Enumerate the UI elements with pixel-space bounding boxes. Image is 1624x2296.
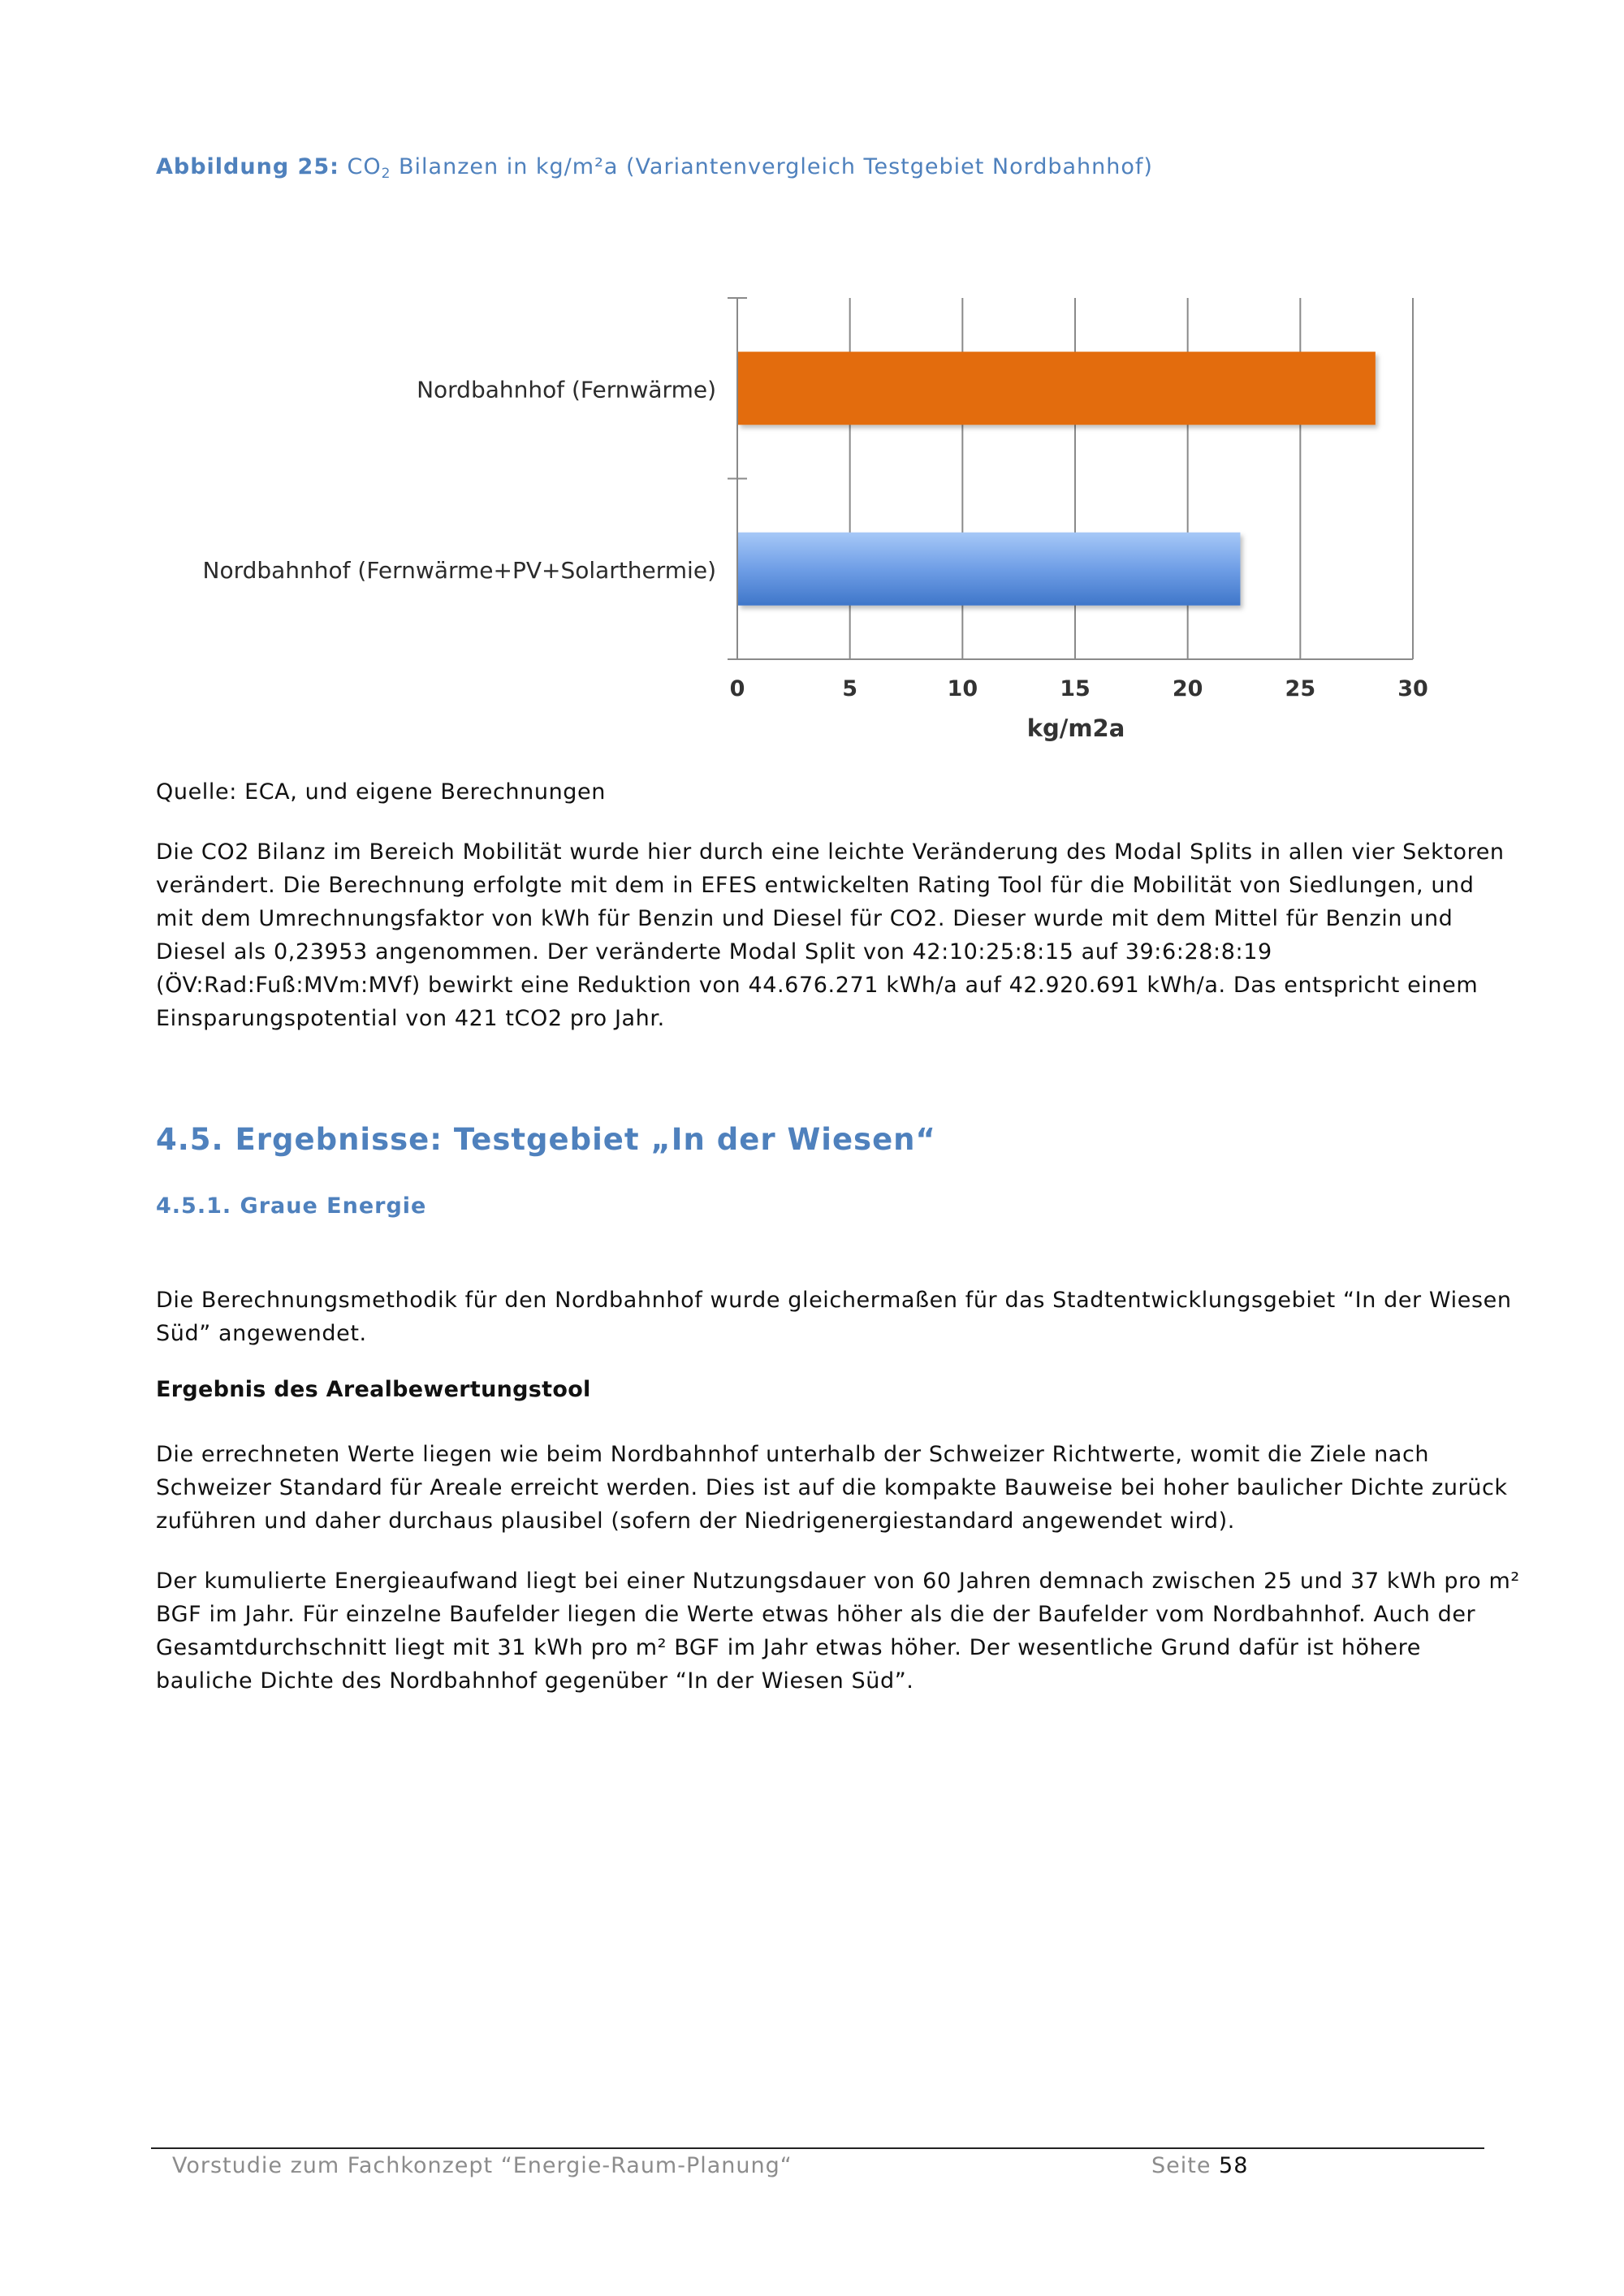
chart-x-tick-label: 30 [1397,676,1428,701]
paragraph-line: (ÖV:Rad:Fuß:MVm:MVf) bewirkt eine Reduktion von 44.676.271 kWh/a auf 42.920.691 kWh/a. Das entspricht einem [156,973,1479,998]
figure-caption-subscript: 2 [381,166,391,182]
chart-x-tick-label: 15 [1060,676,1091,701]
chart-category-label: Nordbahnhof (Fernwärme) [417,376,716,404]
chart-x-tick-label: 10 [947,676,978,701]
paragraph-line: Diesel als 0,23953 angenommen. Der veränderte Modal Split von 42:10:25:8:15 auf 39:6:28:8:19 [156,939,1272,965]
paragraph-line: verändert. Die Berechnung erfolgte mit dem in EFES entwickelten Rating Tool für die Mobilität von Siedlungen, und [156,873,1475,898]
source-note [156,775,1475,809]
subsection-heading: 4.5.1. Graue Energie [156,1193,427,1219]
figure-caption-text-post: Bilanzen in kg/m²a (Variantenvergleich Testgebiet Nordbahnhof) [391,154,1153,179]
chart-bar [738,533,1240,606]
section-heading: 4.5. Ergebnisse: Testgebiet „In der Wiesen“ [156,1122,936,1157]
footer-title: Vorstudie zum Fachkonzept “Energie-Raum-Planung“ [172,2153,793,2178]
result-heading: Ergebnis des Arealbewertungstool [156,1377,591,1402]
footer-page-label: Seite [1151,2153,1212,2178]
co2-bar-chart [0,0,1624,779]
paragraph-line: Gesamtdurchschnitt liegt mit 31 kWh pro m² BGF im Jahr etwas höher. Der wesentliche Grund dafür ist höhere [156,1635,1421,1660]
paragraph-line: Die errechneten Werte liegen wie beim Nordbahnhof unterhalb der Schweizer Richtwerte, womit die Ziele nach [156,1442,1430,1467]
chart-x-tick-label: 20 [1172,676,1203,701]
footer-divider [151,2147,1484,2149]
footer-page-number: 58 [1219,2153,1249,2178]
figure-caption-label: Abbildung 25: [156,154,339,179]
paragraph-line: zuführen und daher durchaus plausibel (sofern der Niedrigenergiestandard angewendet wird). [156,1508,1235,1534]
source-text: Quelle: ECA, und eigene Berechnungen [156,779,606,805]
paragraph-mobility [156,835,1505,1035]
chart-x-axis-label: kg/m2a [1026,714,1125,742]
paragraph-results [156,1438,1508,1538]
chart-x-tick-label: 25 [1285,676,1316,701]
chart-x-tick-label: 5 [842,676,858,701]
paragraph-line: Der kumulierte Energieaufwand liegt bei einer Nutzungsdauer von 60 Jahren demnach zwischen 25 und 37 kWh pro m² [156,1569,1520,1594]
paragraph-energy [156,1564,1520,1698]
paragraph-line: bauliche Dichte des Nordbahnhof gegenüber “In der Wiesen Süd”. [156,1668,914,1694]
chart-bar [738,352,1376,425]
chart-category-label: Nordbahnhof (Fernwärme+PV+Solarthermie) [202,556,716,584]
footer-page [1151,2153,1248,2178]
paragraph-line: Die CO2 Bilanz im Bereich Mobilität wurde hier durch eine leichte Veränderung des Modal Splits in allen vier Sektoren [156,839,1505,865]
chart-x-tick-label: 0 [729,676,745,701]
paragraph-line: Schweizer Standard für Areale erreicht werden. Dies ist auf die kompakte Bauweise bei hoher baulicher Dichte zurück [156,1475,1508,1500]
paragraph-method [156,1284,1512,1350]
paragraph-line: Einsparungspotential von 421 tCO2 pro Jahr. [156,1006,665,1031]
figure-caption-text-pre: CO [339,154,382,179]
paragraph-line: Die Berechnungsmethodik für den Nordbahnhof wurde gleichermaßen für das Stadtentwicklungsgebiet “In der Wiesen [156,1288,1512,1313]
paragraph-line: mit dem Umrechnungsfaktor von kWh für Benzin und Diesel für CO2. Dieser wurde mit dem Mittel für Benzin und [156,906,1453,931]
paragraph-line: Süd” angewendet. [156,1321,367,1346]
paragraph-line: BGF im Jahr. Für einzelne Baufelder liegen die Werte etwas höher als die der Baufelder vom Nordbahnhof. Auch der [156,1602,1476,1627]
